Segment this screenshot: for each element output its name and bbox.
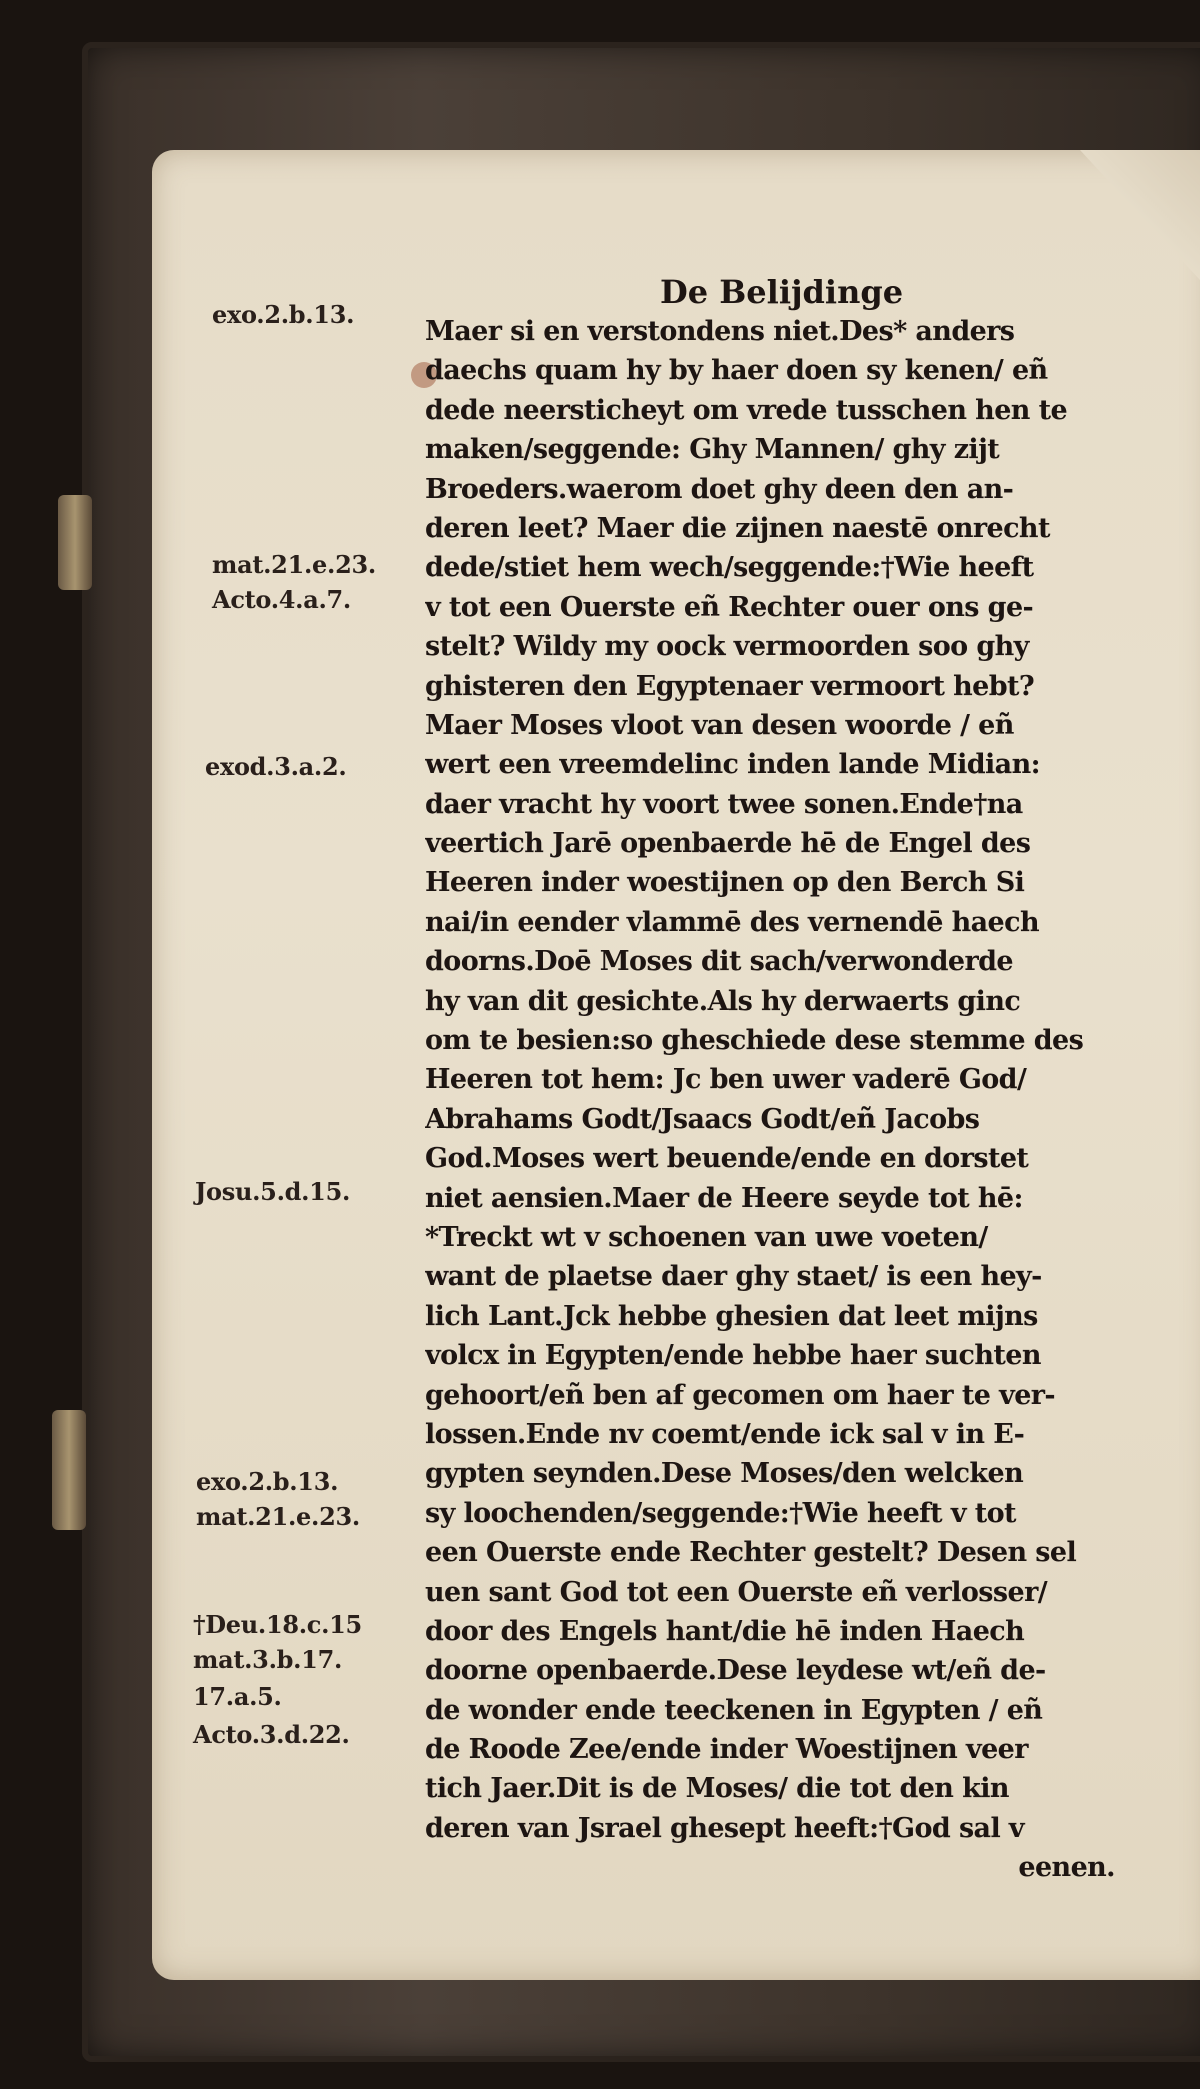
text-line: om te besien:so gheschiede dese stemme des <box>425 1025 1084 1057</box>
margin-reference: exo.2.b.13. <box>196 1467 339 1496</box>
text-line: dede neersticheyt om vrede tusschen hen te <box>425 394 1068 426</box>
text-line: lich Lant.Jck hebbe ghesien dat leet mijns <box>425 1300 1038 1332</box>
text-line: maken/seggende: Ghy Mannen/ ghy zijt <box>425 434 1000 466</box>
text-line: de Roode Zee/ende inder Woestijnen veer <box>425 1734 1028 1766</box>
margin-reference: 17.a.5. <box>193 1682 282 1711</box>
clasp-hinge-top <box>58 495 92 590</box>
text-line: sy loochenden/seggende:†Wie heeft v tot <box>425 1497 1016 1529</box>
margin-reference: mat.21.e.23. <box>212 550 376 579</box>
text-line: deren van Jsrael ghesept heeft:†God sal v <box>425 1812 1024 1844</box>
margin-reference: Acto.3.d.22. <box>193 1720 350 1749</box>
text-line: Maer Moses vloot van desen woorde / eñ <box>425 709 1014 741</box>
text-line: Heeren tot hem: Jc ben uwer vaderē God/ <box>425 1064 1027 1096</box>
text-line: v tot een Ouerste eñ Rechter ouer ons ge- <box>425 591 1034 623</box>
text-line: *Treckt wt v schoenen van uwe voeten/ <box>425 1221 988 1253</box>
text-line: gehoort/eñ ben af gecomen om haer te ver- <box>425 1379 1056 1411</box>
text-line: God.Moses wert beuende/ende en dorstet <box>425 1143 1029 1175</box>
text-line: niet aensien.Maer de Heere seyde tot hē: <box>425 1182 1023 1214</box>
body-text <box>425 312 1115 1888</box>
text-line: dede/stiet hem wech/seggende:†Wie heeft <box>425 552 1034 584</box>
text-line: volcx in Egypten/ende hebbe haer suchten <box>425 1340 1041 1372</box>
text-line: Heeren inder woestijnen op den Berch Si <box>425 867 1025 899</box>
running-heading: De Belijdinge <box>660 273 904 311</box>
text-line: tich Jaer.Dit is de Moses/ die tot den kin <box>425 1773 1009 1805</box>
margin-reference: mat.3.b.17. <box>193 1645 343 1674</box>
text-line: de wonder ende teeckenen in Egypten / eñ <box>425 1694 1043 1726</box>
text-line: doorns.Doē Moses dit sach/verwonderde <box>425 946 1013 978</box>
margin-reference: Josu.5.d.15. <box>195 1177 351 1206</box>
margin-reference: mat.21.e.23. <box>196 1502 360 1531</box>
text-line: deren leet? Maer die zijnen naestē onrecht <box>425 512 1050 544</box>
text-line: wert een vreemdelinc inden lande Midian: <box>425 749 1040 781</box>
text-line: hy van dit gesichte.Als hy derwaerts ginc <box>425 985 1021 1017</box>
margin-reference: †Deu.18.c.15 <box>193 1610 362 1639</box>
text-line: een Ouerste ende Rechter gestelt? Desen sel <box>425 1537 1077 1569</box>
text-line: door des Engels hant/die hē inden Haech <box>425 1615 1025 1647</box>
margin-reference: Acto.4.a.7. <box>212 585 351 614</box>
text-line: doorne openbaerde.Dese leydese wt/eñ de- <box>425 1655 1046 1687</box>
text-line: Maer si en verstondens niet.Des* anders <box>425 316 1015 347</box>
text-line: lossen.Ende nv coemt/ende ick sal v in E- <box>425 1418 1025 1450</box>
text-line: stelt? Wildy my oock vermoorden soo ghy <box>425 631 1029 663</box>
text-line: eenen. <box>1018 1852 1115 1884</box>
text-line: daer vracht hy voort twee sonen.Ende†na <box>425 788 1023 820</box>
text-line: uen sant God tot een Ouerste eñ verlosser/ <box>425 1576 1047 1608</box>
text-line: daechs quam hy by haer doen sy kenen/ eñ <box>425 355 1048 387</box>
text-line: Broeders.waerom doet ghy deen den an- <box>425 473 1014 505</box>
text-line: gypten seynden.Dese Moses/den welcken <box>425 1458 1024 1490</box>
clasp-hinge-bottom <box>52 1410 86 1530</box>
text-line: veertich Jarē openbaerde hē de Engel des <box>425 828 1031 860</box>
text-line: Abrahams Godt/Jsaacs Godt/eñ Jacobs <box>425 1103 980 1135</box>
text-line: nai/in eender vlammē des vernendē haech <box>425 906 1039 938</box>
margin-reference: exod.3.a.2. <box>205 752 347 781</box>
margin-reference: exo.2.b.13. <box>212 300 355 329</box>
text-line: want de plaetse daer ghy staet/ is een hey- <box>425 1261 1042 1293</box>
text-line: ghisteren den Egyptenaer vermoort hebt? <box>425 670 1035 702</box>
